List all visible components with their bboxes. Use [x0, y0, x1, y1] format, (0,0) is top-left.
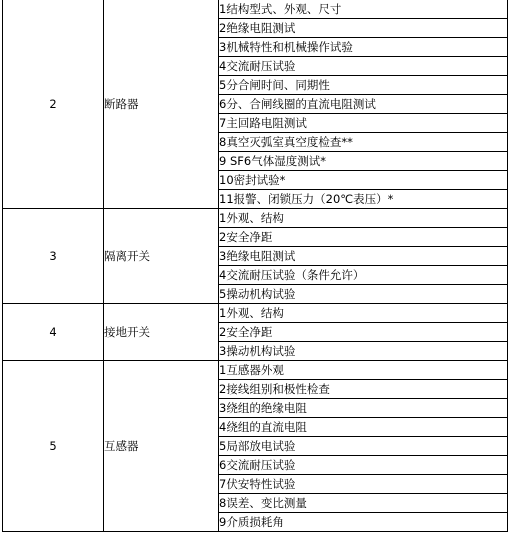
test-item: 7主回路电阻测试	[219, 114, 508, 133]
table-body	[3, 0, 508, 532]
test-item: 5分合闸时间、同期性	[219, 76, 508, 95]
table-row	[3, 361, 508, 380]
test-item: 3机械特性和机械操作试验	[219, 38, 508, 57]
test-item: 3绝缘电阻测试	[219, 247, 508, 266]
equipment-name: 断路器	[104, 0, 219, 209]
test-item: 5操动机构试验	[219, 285, 508, 304]
group-number: 3	[3, 209, 104, 304]
test-item: 6分、合闸线圈的直流电阻测试	[219, 95, 508, 114]
group-number: 5	[3, 361, 104, 532]
test-item: 7伏安特性试验	[219, 475, 508, 494]
test-item: 4交流耐压试验（条件允许）	[219, 266, 508, 285]
test-item: 1外观、结构	[219, 209, 508, 228]
test-item: 4交流耐压试验	[219, 57, 508, 76]
test-item: 3绕组的绝缘电阻	[219, 399, 508, 418]
test-item: 5局部放电试验	[219, 437, 508, 456]
test-item: 10密封试验*	[219, 171, 508, 190]
table-row	[3, 209, 508, 228]
test-item: 2安全净距	[219, 228, 508, 247]
test-item: 2接线组别和极性检查	[219, 380, 508, 399]
equipment-name: 互感器	[104, 361, 219, 532]
group-number: 4	[3, 304, 104, 361]
test-item: 2安全净距	[219, 323, 508, 342]
test-item: 6交流耐压试验	[219, 456, 508, 475]
test-item: 3操动机构试验	[219, 342, 508, 361]
test-item: 1互感器外观	[219, 361, 508, 380]
equipment-name: 隔离开关	[104, 209, 219, 304]
group-number: 2	[3, 0, 104, 209]
test-item: 1结构型式、外观、尺寸	[219, 0, 508, 19]
test-item: 4绕组的直流电阻	[219, 418, 508, 437]
equipment-name: 接地开关	[104, 304, 219, 361]
test-items-table	[2, 0, 508, 532]
test-item: 11报警、闭锁压力（20℃表压）*	[219, 190, 508, 209]
test-item: 1外观、结构	[219, 304, 508, 323]
test-item: 9介质损耗角	[219, 513, 508, 532]
table-row	[3, 0, 508, 19]
test-item: 8误差、变比测量	[219, 494, 508, 513]
test-item: 2绝缘电阻测试	[219, 19, 508, 38]
test-item: 8真空灭弧室真空度检查**	[219, 133, 508, 152]
table-row	[3, 304, 508, 323]
test-item: 9 SF6气体湿度测试*	[219, 152, 508, 171]
